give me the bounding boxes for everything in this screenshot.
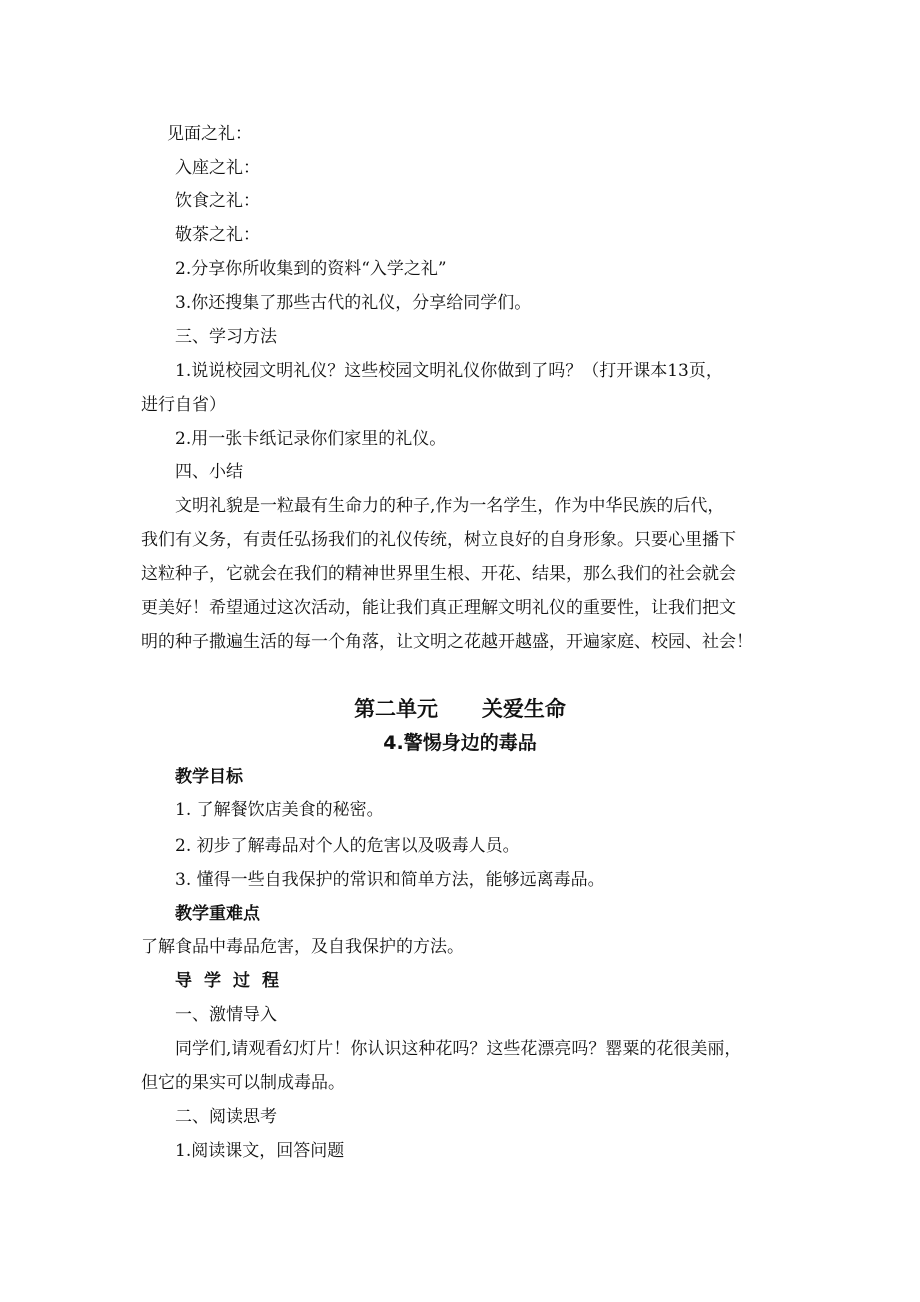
summary-line: 文明礼貌是一粒最有生命力的种子,作为一名学生，作为中华民族的后代，: [175, 496, 725, 516]
key-points-heading: 教学重难点: [175, 904, 260, 924]
section-heading-summary: 四、小结: [175, 462, 243, 482]
etiquette-item-seating: 入座之礼：: [175, 158, 260, 178]
key-points-text: 了解食品中毒品危害，及自我保护的方法。: [141, 937, 464, 957]
section-heading-methods: 三、学习方法: [175, 327, 277, 347]
lesson-title: 4.警惕身边的毒品: [383, 732, 537, 754]
summary-line: 我们有义务，有责任弘扬我们的礼仪传统，树立良好的自身形象。只要心里播下: [141, 530, 736, 550]
method-item-2: 2.用一张卡纸记录你们家里的礼仪。: [175, 429, 447, 449]
objective-item: 2. 初步了解毒品对个人的危害以及吸毒人员。: [175, 836, 520, 856]
intro-paragraph-line: 但它的果实可以制成毒品。: [141, 1073, 345, 1093]
process-heading: 导学过程: [175, 971, 291, 991]
etiquette-item-tea: 敬茶之礼：: [175, 225, 260, 245]
unit-title: 第二单元 关爱生命: [354, 697, 566, 721]
objectives-heading: 教学目标: [175, 767, 243, 787]
etiquette-item-meeting: 见面之礼：: [167, 124, 252, 144]
list-item-2: 2.分享你所收集到的资料“入学之礼”: [175, 259, 447, 279]
objective-item: 1. 了解餐饮店美食的秘密。: [175, 800, 384, 820]
section-heading-intro: 一、激情导入: [175, 1005, 277, 1025]
summary-line: 更美好！希望通过这次活动，能让我们真正理解文明礼仪的重要性，让我们把文: [141, 598, 736, 618]
method-item-1: 1.说说校园文明礼仪？这些校园文明礼仪你做到了吗？（打开课本13页，: [175, 361, 723, 381]
reading-item-1: 1.阅读课文，回答问题: [175, 1141, 345, 1161]
list-item-3: 3.你还搜集了那些古代的礼仪，分享给同学们。: [175, 293, 532, 313]
intro-paragraph-line: 同学们,请观看幻灯片！你认识这种花吗？这些花漂亮吗？罂粟的花很美丽，: [175, 1039, 742, 1059]
objective-item: 3. 懂得一些自我保护的常识和简单方法，能够远离毒品。: [175, 870, 605, 890]
etiquette-item-dining: 饮食之礼：: [175, 191, 260, 211]
method-item-1-continued: 进行自省）: [141, 395, 226, 415]
summary-line: 这粒种子，它就会在我们的精神世界里生根、开花、结果，那么我们的社会就会: [141, 564, 736, 584]
section-heading-reading: 二、阅读思考: [175, 1107, 277, 1127]
summary-line: 明的种子撒遍生活的每一个角落，让文明之花越开越盛，开遍家庭、校园、社会！: [141, 632, 753, 652]
